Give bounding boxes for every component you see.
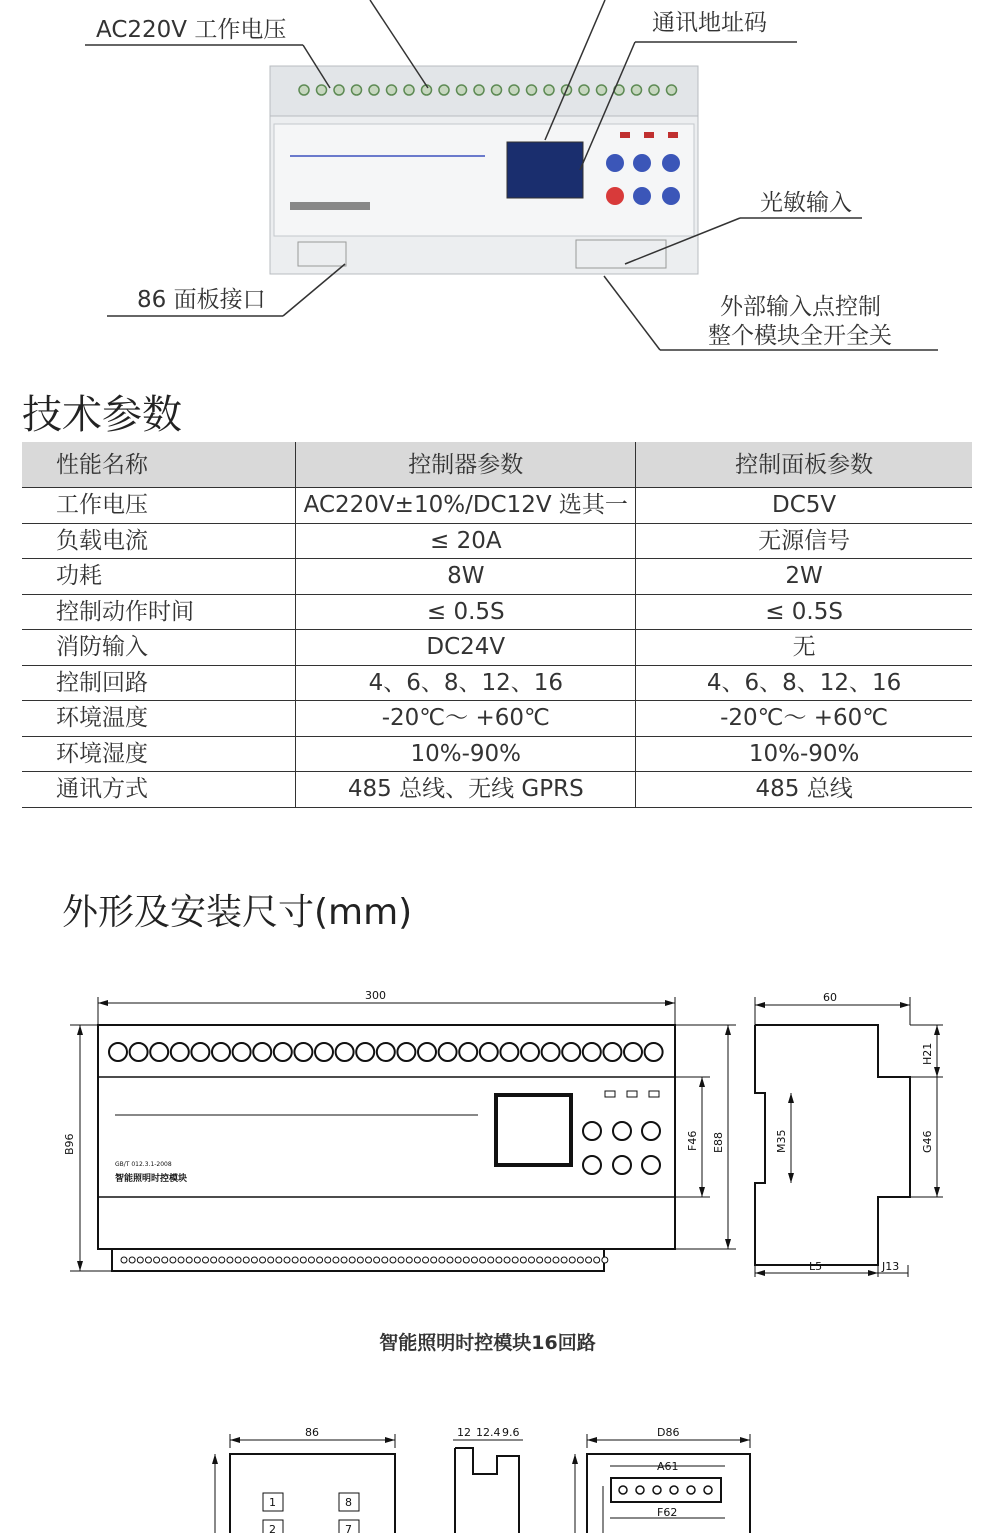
spec-row	[22, 523, 972, 559]
terminal-circle	[542, 1043, 560, 1061]
spec-row	[22, 630, 972, 666]
terminal-circle	[377, 1043, 395, 1061]
terminal-circle	[308, 1257, 314, 1263]
terminal-circle	[178, 1257, 184, 1263]
terminal-circle	[687, 1486, 695, 1494]
terminal-circle	[121, 1257, 127, 1263]
dim-e88-label: E88	[712, 1132, 725, 1153]
terminal-circle	[233, 1043, 251, 1061]
spec-name-cell: 环境温度	[22, 701, 296, 737]
standard-label: GB/T 012.3.1-2008	[115, 1161, 172, 1168]
terminal-circle	[260, 1257, 266, 1263]
header-cell: 控制器参数	[296, 442, 636, 488]
product-label: 智能照明时控模块	[115, 1174, 188, 1184]
terminal-circle	[624, 1043, 642, 1061]
terminal-circle	[274, 1043, 292, 1061]
header-cell: 性能名称	[22, 442, 296, 488]
terminal-circle	[325, 1257, 331, 1263]
terminal-circle	[150, 1043, 168, 1061]
terminal-circle	[586, 1257, 592, 1263]
terminal-circle	[374, 1257, 380, 1263]
key-7-label: 7	[345, 1523, 352, 1533]
controller-param-cell: 4、6、8、12、16	[296, 665, 636, 701]
terminal-circle	[300, 1257, 306, 1263]
terminal-circle	[406, 1257, 412, 1263]
terminal-circle	[154, 1257, 160, 1263]
terminal-circle	[398, 1257, 404, 1263]
spec-row	[22, 559, 972, 595]
terminal-circle	[577, 1257, 583, 1263]
spec-row	[22, 594, 972, 630]
controller-param-cell: 485 总线、无线 GPRS	[296, 772, 636, 808]
terminal-circle	[670, 1486, 678, 1494]
spec-name-cell: 环境湿度	[22, 736, 296, 772]
terminal-circle	[645, 1043, 663, 1061]
terminal-circle	[194, 1257, 200, 1263]
controller-param-cell: ≤ 0.5S	[296, 594, 636, 630]
controller-param-cell: AC220V±10%/DC12V 选其一	[296, 488, 636, 524]
dim-86-label: 86	[305, 1426, 319, 1439]
spec-row	[22, 701, 972, 737]
terminal-circle	[253, 1043, 271, 1061]
terminal-circle	[333, 1257, 339, 1263]
terminal-circle	[480, 1257, 486, 1263]
terminal-circle	[382, 1257, 388, 1263]
terminal-circle	[109, 1043, 127, 1061]
terminal-circle	[569, 1257, 575, 1263]
dimensions-title: 外形及安装尺寸(mm)	[62, 892, 413, 933]
controller-param-cell: ≤ 20A	[296, 523, 636, 559]
key-2-label: 2	[269, 1523, 276, 1533]
terminal-circle	[537, 1257, 543, 1263]
terminal-circle	[162, 1257, 168, 1263]
dim-b96-label: B96	[63, 1133, 76, 1155]
panel-param-cell: 2W	[636, 559, 972, 595]
dim-124-label: 12.4	[476, 1426, 501, 1439]
terminal-circle	[227, 1257, 233, 1263]
dim-h21-label: H21	[921, 1042, 934, 1065]
spec-row	[22, 665, 972, 701]
dim-60-label: 60	[823, 991, 837, 1004]
terminal-circle	[529, 1257, 535, 1263]
terminal-circle	[636, 1486, 644, 1494]
terminal-circle	[276, 1257, 282, 1263]
terminal-circle	[212, 1043, 230, 1061]
module-caption: 智能照明时控模块16回路	[379, 1332, 596, 1354]
terminal-circle	[349, 1257, 355, 1263]
panel-param-cell: ≤ 0.5S	[636, 594, 972, 630]
terminal-circle	[356, 1043, 374, 1061]
panel-param-cell: 4、6、8、12、16	[636, 665, 972, 701]
terminal-circle	[219, 1257, 225, 1263]
terminal-circle	[583, 1043, 601, 1061]
dim-12-label: 12	[457, 1426, 471, 1439]
panel-param-cell: 10%-90%	[636, 736, 972, 772]
terminal-circle	[129, 1257, 135, 1263]
panel-param-cell: 无	[636, 630, 972, 666]
terminal-circle	[191, 1043, 209, 1061]
terminal-circle	[294, 1043, 312, 1061]
terminal-circle	[520, 1257, 526, 1263]
panel-drawings	[205, 1420, 765, 1533]
controller-param-cell: 8W	[296, 559, 636, 595]
spec-name-cell: 通讯方式	[22, 772, 296, 808]
terminal-circle	[130, 1043, 148, 1061]
terminal-circle	[137, 1257, 143, 1263]
panel-param-cell: 485 总线	[636, 772, 972, 808]
spec-name-cell: 消防输入	[22, 630, 296, 666]
dim-a61-label: A61	[657, 1460, 679, 1473]
callout-address: 通讯地址码	[652, 10, 767, 36]
header-cell: 控制面板参数	[636, 442, 972, 488]
spec-row	[22, 736, 972, 772]
controller-param-cell: DC24V	[296, 630, 636, 666]
spec-name-cell: 控制回路	[22, 665, 296, 701]
callout-voltage: AC220V 工作电压	[96, 17, 287, 43]
terminal-circle	[366, 1257, 372, 1263]
dim-96-label: 9.6	[502, 1426, 520, 1439]
terminal-circle	[603, 1043, 621, 1061]
terminal-circle	[562, 1043, 580, 1061]
dim-l5-label: L5	[809, 1260, 823, 1273]
terminal-circle	[284, 1257, 290, 1263]
terminal-circle	[397, 1043, 415, 1061]
terminal-circle	[439, 1043, 457, 1061]
terminal-circle	[504, 1257, 510, 1263]
key-1-label: 1	[269, 1496, 276, 1509]
terminal-circle	[463, 1257, 469, 1263]
terminal-circle	[268, 1257, 274, 1263]
panel-param-cell: -20℃～ +60℃	[636, 701, 972, 737]
terminal-circle	[447, 1257, 453, 1263]
key-8-label: 8	[345, 1496, 352, 1509]
terminal-circle	[251, 1257, 257, 1263]
terminal-circle	[455, 1257, 461, 1263]
terminal-circle	[602, 1257, 608, 1263]
terminal-circle	[315, 1043, 333, 1061]
terminal-circle	[171, 1043, 189, 1061]
terminal-circle	[243, 1257, 249, 1263]
terminal-circle	[186, 1257, 192, 1263]
dim-j13-label: J13	[882, 1260, 900, 1273]
terminal-circle	[235, 1257, 241, 1263]
terminal-circle	[292, 1257, 298, 1263]
terminal-circle	[145, 1257, 151, 1263]
terminal-circle	[521, 1043, 539, 1061]
dim-f62-label: F62	[657, 1506, 678, 1519]
terminal-circle	[553, 1257, 559, 1263]
dim-g46-label: G46	[921, 1130, 934, 1153]
terminal-circle	[414, 1257, 420, 1263]
callout-light-sensor: 光敏输入	[760, 190, 852, 216]
dim-m35-label: M35	[775, 1129, 788, 1153]
spec-name-cell: 控制动作时间	[22, 594, 296, 630]
terminal-circle	[431, 1257, 437, 1263]
terminal-circle	[459, 1043, 477, 1061]
callout-external-line1: 外部输入点控制	[720, 294, 881, 320]
terminal-circle	[170, 1257, 176, 1263]
terminal-circle	[317, 1257, 323, 1263]
terminal-circle	[423, 1257, 429, 1263]
spec-name-cell: 功耗	[22, 559, 296, 595]
terminal-circle	[488, 1257, 494, 1263]
spec-row	[22, 772, 972, 808]
terminal-circle	[390, 1257, 396, 1263]
terminal-circle	[211, 1257, 217, 1263]
spec-row	[22, 488, 972, 524]
terminal-circle	[203, 1257, 209, 1263]
callout-panel-port: 86 面板接口	[137, 287, 266, 313]
tech-params-title: 技术参数	[22, 392, 182, 438]
terminal-circle	[496, 1257, 502, 1263]
dim-300-label: 300	[365, 989, 386, 1002]
panel-param-cell: DC5V	[636, 488, 972, 524]
terminal-circle	[439, 1257, 445, 1263]
terminal-circle	[471, 1257, 477, 1263]
spec-name-cell: 工作电压	[22, 488, 296, 524]
terminal-circle	[704, 1486, 712, 1494]
terminal-circle	[619, 1486, 627, 1494]
terminal-circle	[341, 1257, 347, 1263]
terminal-circle	[561, 1257, 567, 1263]
terminal-circle	[653, 1486, 661, 1494]
dim-d86-label: D86	[657, 1426, 680, 1439]
controller-param-cell: -20℃～ +60℃	[296, 701, 636, 737]
spec-table-header	[22, 442, 972, 488]
side-view-drawing	[745, 985, 950, 1285]
panel-param-cell: 无源信号	[636, 523, 972, 559]
terminal-circle	[336, 1043, 354, 1061]
spec-name-cell: 负载电流	[22, 523, 296, 559]
terminal-circle	[480, 1043, 498, 1061]
terminal-circle	[594, 1257, 600, 1263]
terminal-circle	[357, 1257, 363, 1263]
callout-external-line2: 整个模块全开全关	[708, 323, 892, 349]
terminal-circle	[418, 1043, 436, 1061]
controller-param-cell: 10%-90%	[296, 736, 636, 772]
front-view-drawing	[60, 985, 750, 1275]
spec-table	[22, 442, 972, 808]
terminal-circle	[512, 1257, 518, 1263]
dim-f46-label: F46	[686, 1130, 699, 1151]
terminal-circle	[545, 1257, 551, 1263]
terminal-circle	[500, 1043, 518, 1061]
